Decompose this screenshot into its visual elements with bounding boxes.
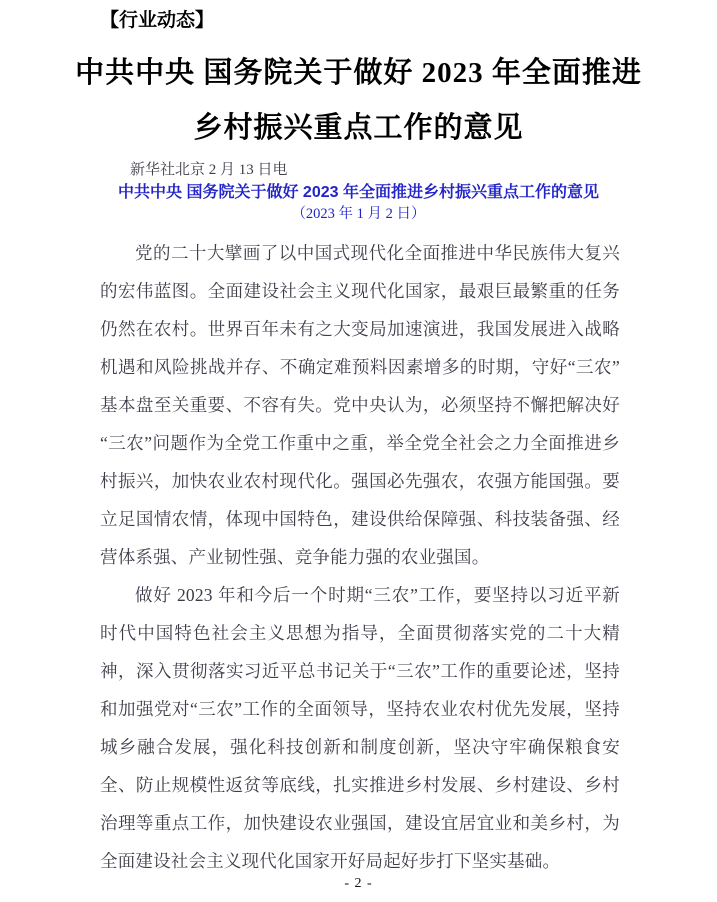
body-paragraph: 党的二十大擘画了以中国式现代化全面推进中华民族伟大复兴的宏伟蓝图。全面建设社会主义现代化国家，最艰巨最繁重的任务仍然在农村。世界百年未有之大变局加速演进，我国发展进入战略机遇和风险挑战并存、不确定难预料因素增多的时期，守好“三农”基本盘至关重要、不容有失。党中央认为，必须坚持不懈把解决好“三农”问题作为全党工作重中之重，举全党全社会之力全面推进乡村振兴，加快农业农村现代化。强国必先强农，农强方能国强。要立足国情农情，体现中国特色，建设供给保障强、科技装备强、经营体系强、产业韧性强、竞争能力强的农业强国。 xyxy=(100,243,620,567)
document-subtitle: 中共中央 国务院关于做好 2023 年全面推进乡村振兴重点工作的意见 xyxy=(118,184,599,201)
main-title-line1: 中共中央 国务院关于做好 2023 年全面推进 xyxy=(75,57,642,89)
main-title-line2: 乡村振兴重点工作的意见 xyxy=(193,112,524,144)
body-paragraph: 做好 2023 年和今后一个时期“三农”工作，要坚持以习近平新时代中国特色社会主义思想为指导，全面贯彻落实党的二十大精神，深入贯彻落实习近平总书记关于“三农”工作的重要论述，坚持和加强党对“三农”工作的全面领导，坚持农业农村优先发展，坚持城乡融合发展，强化科技创新和制度创新，坚决守牢确保粮食安全、防止规模性返贫等底线，扎实推进乡村发展、乡村建设、乡村治理等重点工作，加快建设农业强国，建设宜居宜业和美乡村，为全面建设社会主义现代化国家开好局起好步打下坚实基础。 xyxy=(100,585,620,871)
page-number: - 2 - xyxy=(344,876,373,891)
section-label: 【行业动态】 xyxy=(100,10,215,31)
main-title xyxy=(0,46,717,156)
document-subtitle-date: （2023 年 1 月 2 日） xyxy=(291,206,426,222)
news-agency-byline: 新华社北京 2 月 13 日电 xyxy=(130,162,288,178)
document-body xyxy=(100,234,620,880)
